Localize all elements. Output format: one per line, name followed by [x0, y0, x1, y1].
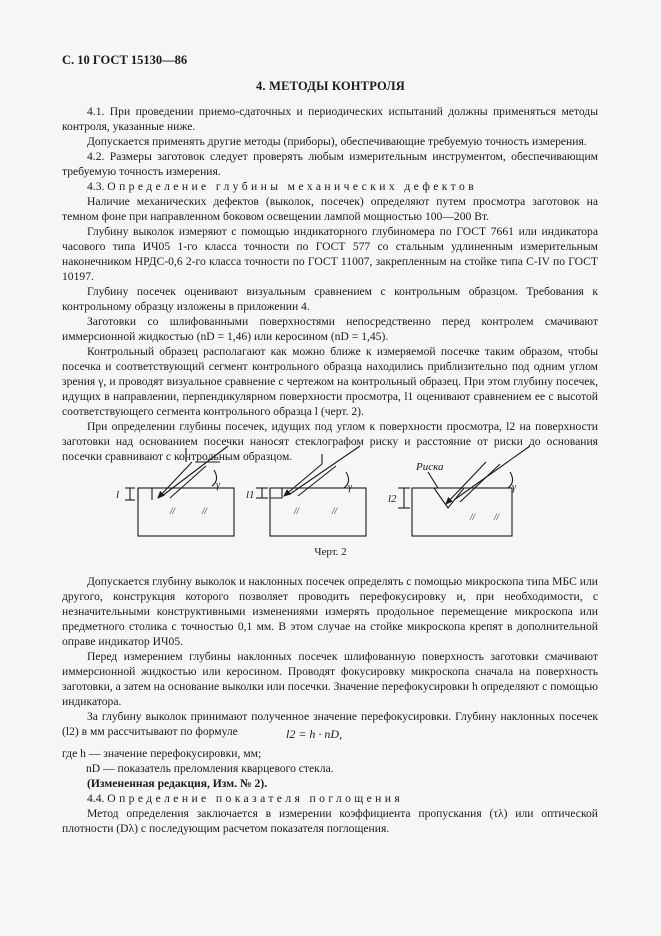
paragraph-control-sample: Контрольный образец располагают как можно ближе к измеряемой посечке таким образом, чтобы посечка и соответствующий сегмент контрольного образца находились приблизительно под одним углом зрения γ, и проводят визуальное сравнение с чертежом на контрольный образец. При этом глубину посечек, идущих в направлении, перпендикулярном поверхности просмотра, l1 оценивают сравнением ее с высотой соответствующего сегмента контрольного образца l (черт. 2).	[62, 345, 598, 418]
heading-4-3	[62, 179, 598, 194]
figure-label-l2: l2	[388, 493, 397, 505]
figure-label-l1: l1	[246, 489, 255, 501]
paragraph-4-1b: Допускается применять другие методы (приборы), обеспечивающие требуемую точность измерения.	[87, 135, 587, 148]
revision-note: (Измененная редакция, Изм. № 2).	[87, 777, 268, 790]
figure-label-gamma-3: γ	[512, 482, 516, 493]
where-nd: nD — показатель преломления кварцевого стекла.	[86, 762, 334, 775]
figure-label-l: l	[116, 489, 120, 501]
paragraph-defects: Наличие механических дефектов (выколок, посечек) определяют путем просмотра заготовок на темном фоне при направленном боковом освещении лампой мощностью 100—200 Вт.	[62, 195, 598, 223]
figure-panel-3	[398, 446, 530, 536]
paragraph-refocus: Перед измерением глубины наклонных посечек шлифованную поверхность заготовки смачивают иммерсионной жидкостью или керосином. Проводят фокусировку микроскопа сначала на поверхность заготовки, а затем на основание выколки или посечки. Значение перефокусировки h определяют с помощью индикатора.	[62, 650, 598, 708]
paragraph-angled-cuts: При определении глубины посечек, идущих под углом к поверхности просмотра, l2 на поверхности заготовки над основанием посечки наносят стеклографом риску и расстояние от риски до основания посечки сравнивают с контрольным образцом.	[62, 420, 598, 463]
heading-4-4-title: Определение показателя поглощения	[107, 792, 404, 805]
section-title: 4. МЕТОДЫ КОНТРОЛЯ	[255, 79, 406, 93]
text-block-bottom	[62, 574, 598, 739]
figure-2-drawing	[90, 440, 560, 540]
paragraph-4-1: 4.1. При проведении приемо-сдаточных и периодических испытаний должны применяться методы контроля, указанные ниже.	[62, 105, 598, 133]
figure-label-riska: Риска	[416, 461, 444, 473]
figure-label-gamma-2: γ	[348, 482, 352, 493]
figure-panel-1	[125, 446, 234, 536]
heading-4-4	[62, 791, 598, 806]
heading-4-3-number: 4.3.	[87, 180, 105, 193]
svg-text://: //	[470, 512, 476, 522]
where-block	[62, 746, 598, 791]
figure-label-gamma-1: γ	[216, 480, 220, 491]
paragraph-wetting: Заготовки со шлифованными поверхностями непосредственно перед контролем смачивают иммерсионной жидкостью (nD = 1,46) или керосином (nD = 1,45).	[62, 315, 598, 343]
paragraph-4-2: 4.2. Размеры заготовок следует проверять любым измерительным инструментом, обеспечивающим требуемую точность измерения.	[62, 150, 598, 178]
paragraph-formula-intro: За глубину выколок принимают полученное значение перефокусировки. Глубину наклонных посечек (l2) в мм рассчитывают по формуле	[62, 710, 598, 738]
page-header: С. 10 ГОСТ 15130—86	[62, 53, 188, 67]
paragraph-microscope: Допускается глубину выколок и наклонных посечек определять с помощью микроскопа типа МБС или другого, конструкция которого позволяет проводить перефокусировку и, при необходимости, с незначительными конструктивными изменениями измерять продольное перемещение микроскопа или предметного столика с точностью 0,1 мм. В этом случае на стойке микроскопа крепят в дополнительной оправе индикатор ИЧ05.	[62, 575, 598, 648]
svg-text://: //	[294, 506, 300, 516]
text-block-top	[62, 104, 598, 464]
heading-4-4-number: 4.4.	[87, 792, 105, 805]
heading-4-3-title: Определение глубины механических дефектов	[107, 180, 478, 193]
text-block-4-4	[62, 791, 598, 836]
svg-text://: //	[170, 506, 176, 516]
svg-text://: //	[494, 512, 500, 522]
paragraph-chip-depth: Глубину выколок измеряют с помощью индикаторного глубиномера по ГОСТ 7661 или индикатора часового типа ИЧ05 1-го класса точности по ГОСТ 577 со стальным удлиненным измерительным наконечником НРДС-0,6 2-го класса точности по ГОСТ 11007, закрепленным на стойке типа С-IV по ГОСТ 10197.	[62, 225, 598, 283]
svg-text://: //	[332, 506, 338, 516]
paragraph-cut-depth: Глубину посечек оценивают визуальным сравнением с контрольным образцом. Требования к контрольному образцу изложены в приложении 4.	[62, 285, 598, 313]
svg-text://: //	[202, 506, 208, 516]
where-h: где h — значение перефокусировки, мм;	[62, 747, 262, 760]
figure-caption: Черт. 2	[314, 546, 347, 558]
paragraph-absorption: Метод определения заключается в измерении коэффициента пропускания (τλ) или оптической плотности (Dλ) с последующим расчетом показателя поглощения.	[62, 807, 598, 835]
formula-l2: l2 = h · nD,	[286, 727, 343, 741]
